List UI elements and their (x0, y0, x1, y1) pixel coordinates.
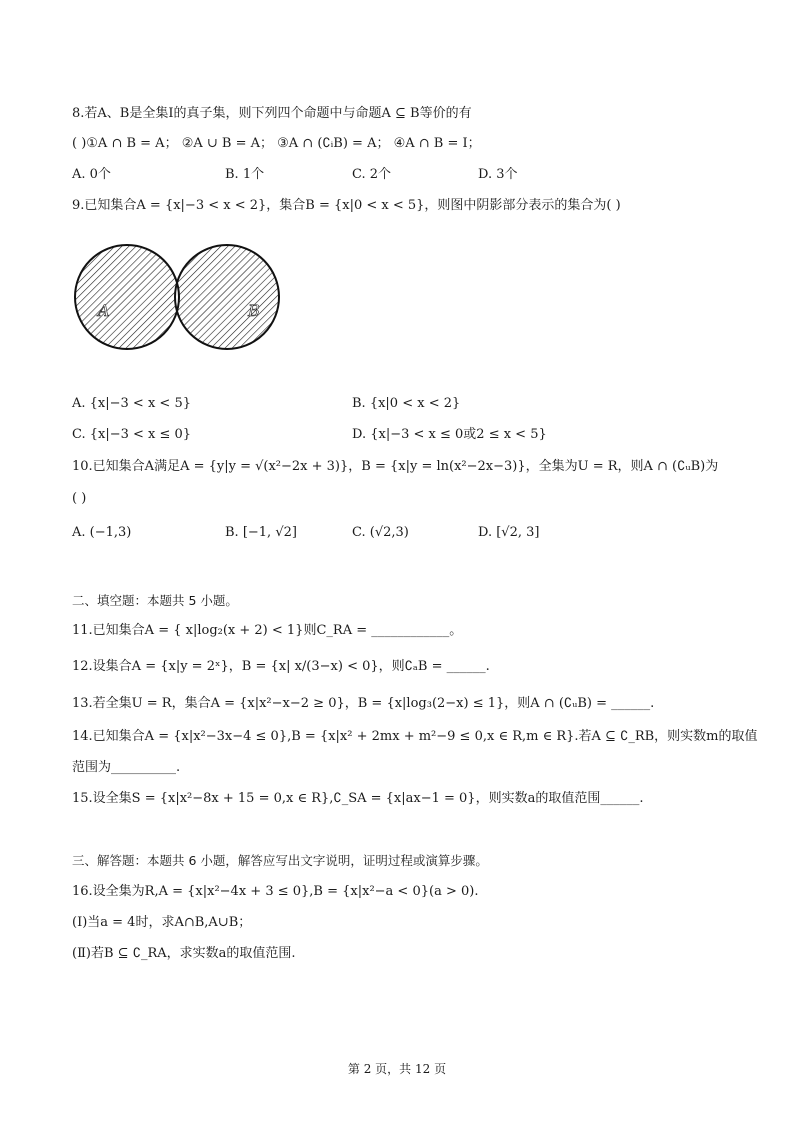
q9-option-d: D. {x|−3 < x ≤ 0或2 ≤ x < 5} (352, 427, 547, 442)
q8-stem: 8.若A、B是全集I的真子集，则下列四个命题中与命题A ⊆ B等价的有 (72, 106, 472, 121)
q16-part-2: (Ⅱ)若B ⊆ ∁_RA，求实数a的取值范围. (72, 946, 296, 961)
q9-option-b: B. {x|0 < x < 2} (352, 396, 461, 411)
q16-stem: 16.设全集为R,A = {x|x²−4x + 3 ≤ 0},B = {x|x²−a < 0}(a > 0). (72, 884, 479, 899)
q14-line-1: 14.已知集合A = {x|x²−3x−4 ≤ 0},B = {x|x² + 2mx + m²−9 ≤ 0,x ∈ R,m ∈ R}.若A ⊆ ∁_RB，则实数m的取值 (72, 729, 758, 744)
q12-text: 12.设集合A = {x|y = 2ˣ}，B = {x| x/(3−x) < 0}，则∁ₐB = ______. (72, 659, 490, 674)
page-footer: 第 2 页，共 12 页 (347, 1062, 447, 1076)
section-3-heading: 三、解答题：本题共 6 小题，解答应写出文字说明，证明过程或演算步骤。 (72, 853, 488, 868)
q10-paren: ( ) (72, 491, 87, 506)
q14-line-2: 范围为__________. (72, 760, 181, 775)
venn-label-a: A (98, 301, 110, 320)
q9-option-c: C. {x|−3 < x ≤ 0} (72, 427, 192, 442)
venn-diagram (72, 232, 292, 362)
q10-option-b: B. [−1, √2] (225, 525, 297, 540)
q10-option-d: D. [√2, 3] (478, 525, 540, 540)
q8-propositions: ( )①A ∩ B = A； ②A ∪ B = A； ③A ∩ (∁ᵢB) = A； ④A ∩ B = I； (72, 136, 481, 151)
q8-option-d: D. 3个 (478, 167, 518, 182)
q9-stem: 9.已知集合A = {x|−3 < x < 2}，集合B = {x|0 < x < 5}，则图中阴影部分表示的集合为( ) (72, 198, 621, 213)
q8-option-a: A. 0个 (72, 167, 111, 182)
q15-text: 15.设全集S = {x|x²−8x + 15 = 0,x ∈ R},∁_SA = {x|ax−1 = 0}，则实数a的取值范围______. (72, 791, 644, 806)
section-2-heading: 二、填空题：本题共 5 小题。 (72, 593, 238, 608)
q10-option-c: C. (√2,3) (352, 525, 409, 540)
q16-part-1: (Ⅰ)当a = 4时，求A∩B,A∪B； (72, 915, 252, 930)
q9-option-a: A. {x|−3 < x < 5} (72, 396, 191, 411)
q10-stem: 10.已知集合A满足A = {y|y = √(x²−2x + 3)}，B = {x|y = ln(x²−2x−3)}，全集为U = R，则A ∩ (∁ᵤB)为 (72, 459, 719, 474)
q11-text: 11.已知集合A = { x|log₂(x + 2) < 1}则C_RA = ____________。 (72, 623, 463, 638)
q8-option-b: B. 1个 (225, 167, 265, 182)
q8-option-c: C. 2个 (352, 167, 392, 182)
q13-text: 13.若全集U = R，集合A = {x|x²−x−2 ≥ 0}，B = {x|log₃(2−x) ≤ 1}，则A ∩ (∁ᵤB) = ______. (72, 696, 655, 711)
venn-label-b: B (248, 301, 260, 320)
q10-option-a: A. (−1,3) (72, 525, 132, 540)
